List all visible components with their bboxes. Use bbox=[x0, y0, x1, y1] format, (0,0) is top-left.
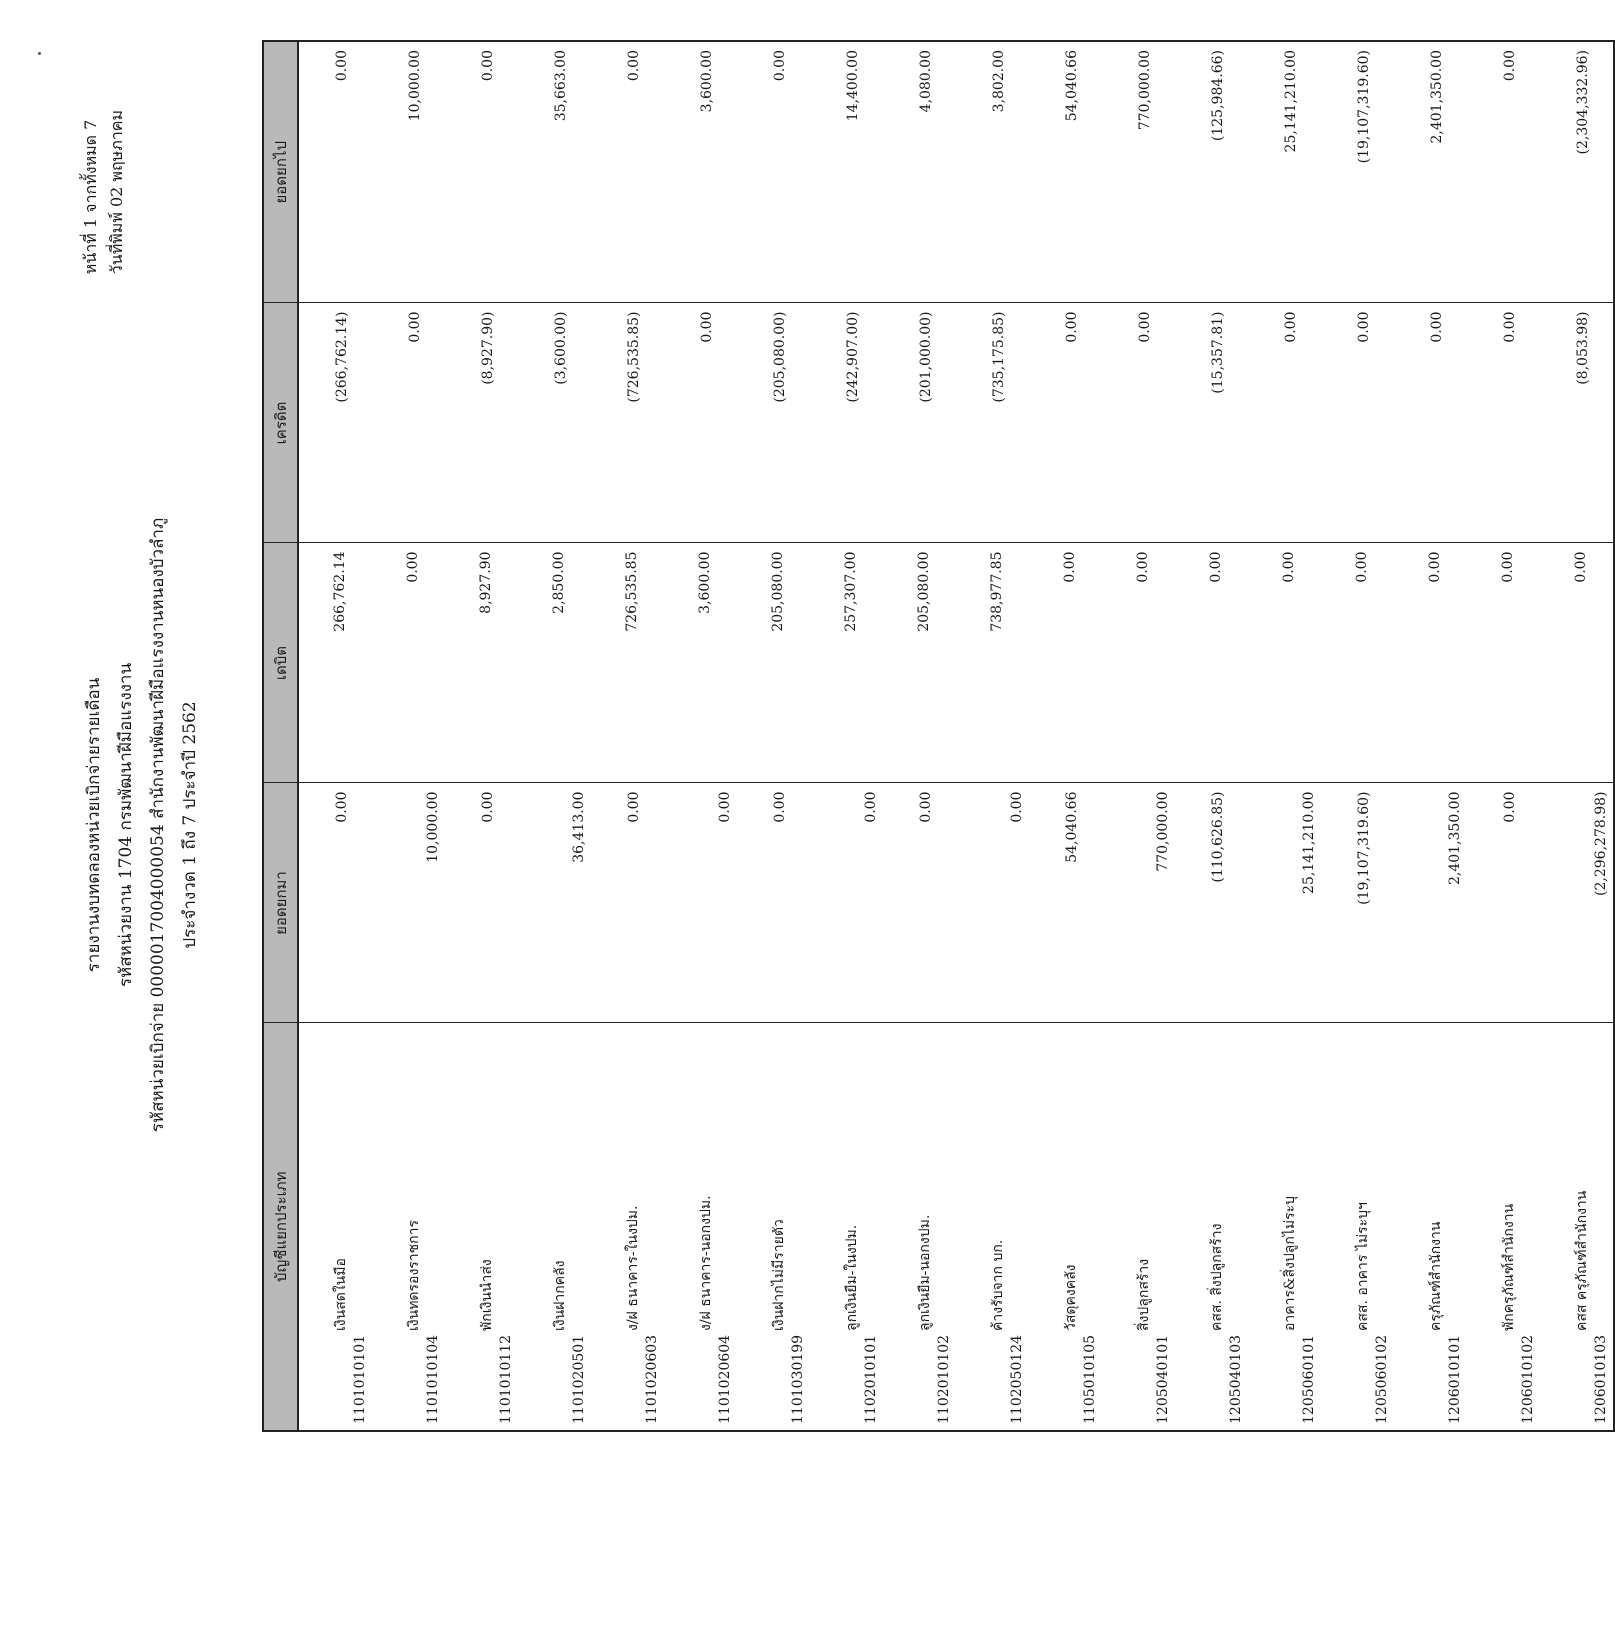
period-line: ประจำงวด 1 ถึง 7 ประจำปี 2562 bbox=[180, 701, 200, 949]
carried-forward-value: (2,304,332.96) bbox=[1540, 41, 1614, 303]
brought-forward-value: (2,296,278.98) bbox=[1540, 783, 1614, 1023]
table-row bbox=[1321, 41, 1394, 1431]
credit-value: (8,927.90) bbox=[445, 303, 518, 543]
debit-value: 0.00 bbox=[1540, 543, 1614, 783]
brought-forward-value: 0.00 bbox=[956, 783, 1029, 1023]
account-code: 1205060101 bbox=[1301, 1334, 1317, 1424]
debit-value: 0.00 bbox=[1029, 543, 1102, 783]
column-header-brought-forward: ยอดยกมา bbox=[263, 783, 298, 1023]
column-header-debit: เดบิต bbox=[263, 543, 298, 783]
debit-value: 0.00 bbox=[1467, 543, 1540, 783]
account-code: 1101020501 bbox=[571, 1334, 587, 1424]
debit-value: 0.00 bbox=[1394, 543, 1467, 783]
column-header-account: บัญชีแยกประเภท bbox=[263, 1023, 298, 1431]
debit-value: 0.00 bbox=[1102, 543, 1175, 783]
account-name: เงินสดในมือ bbox=[333, 1258, 349, 1331]
account-code: 1206010102 bbox=[1520, 1334, 1536, 1424]
brought-forward-value: 0.00 bbox=[664, 783, 737, 1023]
brought-forward-value: 0.00 bbox=[737, 783, 810, 1023]
table-row bbox=[664, 41, 737, 1431]
account-name: ครุภัณฑ์สำนักงาน bbox=[1428, 1221, 1444, 1331]
table-row bbox=[737, 41, 810, 1431]
debit-value: 257,307.00 bbox=[810, 543, 883, 783]
carried-forward-value: 0.00 bbox=[298, 41, 372, 303]
account-code: 1102010101 bbox=[863, 1334, 879, 1424]
agency-line: รหัสหน่วยงาน 1704 กรมพัฒนาฝีมือแรงงาน bbox=[116, 662, 136, 988]
account-code: 1205040103 bbox=[1228, 1334, 1244, 1424]
credit-value: 0.00 bbox=[1029, 303, 1102, 543]
brought-forward-value: 36,413.00 bbox=[518, 783, 591, 1023]
brought-forward-value: 0.00 bbox=[810, 783, 883, 1023]
carried-forward-value: 0.00 bbox=[737, 41, 810, 303]
table-row bbox=[1029, 41, 1102, 1431]
account-name: คสส. สิ่งปลูกสร้าง bbox=[1209, 1223, 1225, 1331]
debit-value: 3,600.00 bbox=[664, 543, 737, 783]
account-name: เงินฝากไม่มีรายตัว bbox=[771, 1219, 787, 1331]
table-row bbox=[298, 41, 372, 1431]
table-row bbox=[1394, 41, 1467, 1431]
brought-forward-value: 10,000.00 bbox=[372, 783, 445, 1023]
account-code: 1101020603 bbox=[644, 1334, 660, 1424]
table-row bbox=[956, 41, 1029, 1431]
brought-forward-value: 0.00 bbox=[1467, 783, 1540, 1023]
credit-value: 0.00 bbox=[372, 303, 445, 543]
credit-value: (15,357.81) bbox=[1175, 303, 1248, 543]
trial-balance-table bbox=[262, 40, 1615, 1432]
credit-value: 0.00 bbox=[1321, 303, 1394, 543]
credit-value: (201,000.00) bbox=[883, 303, 956, 543]
page-info bbox=[78, 110, 130, 274]
account-name: เงินฝากคลัง bbox=[552, 1260, 568, 1331]
credit-value: (3,600.00) bbox=[518, 303, 591, 543]
table-row bbox=[445, 41, 518, 1431]
credit-value: 0.00 bbox=[1467, 303, 1540, 543]
table-row bbox=[1540, 41, 1614, 1431]
carried-forward-value: 3,600.00 bbox=[664, 41, 737, 303]
table-row bbox=[518, 41, 591, 1431]
debit-value: 205,080.00 bbox=[883, 543, 956, 783]
account-code: 1101010112 bbox=[498, 1334, 514, 1424]
debit-value: 0.00 bbox=[1321, 543, 1394, 783]
debit-value: 8,927.90 bbox=[445, 543, 518, 783]
account-name: คสส. อาคาร ไม่ระบุฯ bbox=[1355, 1202, 1371, 1331]
account-code: 1101020604 bbox=[717, 1334, 733, 1424]
account-name: ลูกเงินยืม-ในงปม. bbox=[844, 1224, 860, 1331]
brought-forward-value: 0.00 bbox=[445, 783, 518, 1023]
account-code: 1102010102 bbox=[936, 1334, 952, 1424]
brought-forward-value: 54,040.66 bbox=[1029, 783, 1102, 1023]
credit-value: 0.00 bbox=[1248, 303, 1321, 543]
account-name: วัสดุคงคลัง bbox=[1063, 1264, 1079, 1331]
brought-forward-value: 0.00 bbox=[883, 783, 956, 1023]
account-name: อาคาร&สิ่งปลูกไม่ระบุ bbox=[1282, 1196, 1298, 1331]
print-date: วันที่พิมพ์ 02 พฤษภาคม bbox=[107, 110, 126, 275]
account-name: ลูกเงินยืม-นอกงปม. bbox=[917, 1214, 933, 1331]
table-row bbox=[810, 41, 883, 1431]
carried-forward-value: 770,000.00 bbox=[1102, 41, 1175, 303]
account-code: 1101010101 bbox=[352, 1334, 368, 1424]
account-name: เงินทดรองราชการ bbox=[406, 1219, 422, 1331]
account-code: 1205060102 bbox=[1374, 1334, 1390, 1424]
credit-value: (266,762.14) bbox=[298, 303, 372, 543]
account-code: 1101030199 bbox=[790, 1334, 806, 1424]
table-row bbox=[591, 41, 664, 1431]
account-name: พักครุภัณฑ์สำนักงาน bbox=[1501, 1203, 1517, 1331]
credit-value: (205,080.00) bbox=[737, 303, 810, 543]
brought-forward-value: 25,141,210.00 bbox=[1248, 783, 1321, 1023]
credit-value: 0.00 bbox=[664, 303, 737, 543]
account-code: 1102050124 bbox=[1009, 1334, 1025, 1424]
column-header-carried-forward: ยอดยกไป bbox=[263, 41, 298, 303]
debit-value: 0.00 bbox=[372, 543, 445, 783]
debit-value: 726,535.85 bbox=[591, 543, 664, 783]
credit-value: (726,535.85) bbox=[591, 303, 664, 543]
debit-value: 0.00 bbox=[1248, 543, 1321, 783]
carried-forward-value: 14,400.00 bbox=[810, 41, 883, 303]
brought-forward-value: 770,000.00 bbox=[1102, 783, 1175, 1023]
account-code: 1205040101 bbox=[1155, 1334, 1171, 1424]
account-code: 1206010101 bbox=[1447, 1334, 1463, 1424]
brought-forward-value: 0.00 bbox=[591, 783, 664, 1023]
carried-forward-value: 25,141,210.00 bbox=[1248, 41, 1321, 303]
carried-forward-value: (125,984.66) bbox=[1175, 41, 1248, 303]
carried-forward-value: 0.00 bbox=[591, 41, 664, 303]
carried-forward-value: 0.00 bbox=[445, 41, 518, 303]
table-body bbox=[298, 41, 1614, 1431]
table-row bbox=[1467, 41, 1540, 1431]
carried-forward-value: 2,401,350.00 bbox=[1394, 41, 1467, 303]
carried-forward-value: 10,000.00 bbox=[372, 41, 445, 303]
carried-forward-value: (19,107,319.60) bbox=[1321, 41, 1394, 303]
carried-forward-value: 4,080.00 bbox=[883, 41, 956, 303]
column-header-credit: เครดิต bbox=[263, 303, 298, 543]
debit-value: 2,850.00 bbox=[518, 543, 591, 783]
debit-value: 738,977.85 bbox=[956, 543, 1029, 783]
credit-value: 0.00 bbox=[1102, 303, 1175, 543]
account-name: พักเงินนำส่ง bbox=[479, 1259, 495, 1331]
account-name: สิ่งปลูกสร้าง bbox=[1136, 1258, 1152, 1331]
table-row bbox=[1102, 41, 1175, 1431]
report-title: รายงานงบทดลองหน่วยเบิกจ่ายรายเดือน bbox=[84, 677, 104, 973]
credit-value: 0.00 bbox=[1394, 303, 1467, 543]
carried-forward-value: 0.00 bbox=[1467, 41, 1540, 303]
debit-value: 0.00 bbox=[1175, 543, 1248, 783]
account-code: 1206010103 bbox=[1593, 1334, 1609, 1424]
brought-forward-value: (110,626.85) bbox=[1175, 783, 1248, 1023]
table-row bbox=[372, 41, 445, 1431]
debit-value: 266,762.14 bbox=[298, 543, 372, 783]
credit-value: (735,175.85) bbox=[956, 303, 1029, 543]
table-row bbox=[883, 41, 956, 1431]
table-row bbox=[1175, 41, 1248, 1431]
carried-forward-value: 54,040.66 bbox=[1029, 41, 1102, 303]
account-name: ง/ฝ ธนาคาร-ในงปม. bbox=[625, 1205, 641, 1331]
credit-value: (8,053.98) bbox=[1540, 303, 1614, 543]
page-number: หน้าที่ 1 จากทั้งหมด 7 bbox=[81, 119, 100, 275]
brought-forward-value: 0.00 bbox=[298, 783, 372, 1023]
debit-value: 205,080.00 bbox=[737, 543, 810, 783]
brought-forward-value: 2,401,350.00 bbox=[1394, 783, 1467, 1023]
carried-forward-value: 35,663.00 bbox=[518, 41, 591, 303]
account-name: ง/ฝ ธนาคาร-นอกงปม. bbox=[698, 1195, 714, 1331]
account-name: ค้างรับจาก บก. bbox=[990, 1239, 1006, 1331]
brought-forward-value: (19,107,319.60) bbox=[1321, 783, 1394, 1023]
table-row bbox=[1248, 41, 1321, 1431]
account-code: 1105010105 bbox=[1082, 1334, 1098, 1424]
table-header-row bbox=[263, 41, 298, 1431]
account-name: คสส ครุภัณฑ์สำนักงาน bbox=[1574, 1190, 1590, 1331]
credit-value: (242,907.00) bbox=[810, 303, 883, 543]
carried-forward-value: 3,802.00 bbox=[956, 41, 1029, 303]
disbursement-unit-line: รหัสหน่วยเบิกจ่าย 0000017004000054 สำนักงานพัฒนาฝีมือแรงงานหนองบัวลำภู bbox=[148, 517, 168, 1133]
account-code: 1101010104 bbox=[425, 1334, 441, 1424]
